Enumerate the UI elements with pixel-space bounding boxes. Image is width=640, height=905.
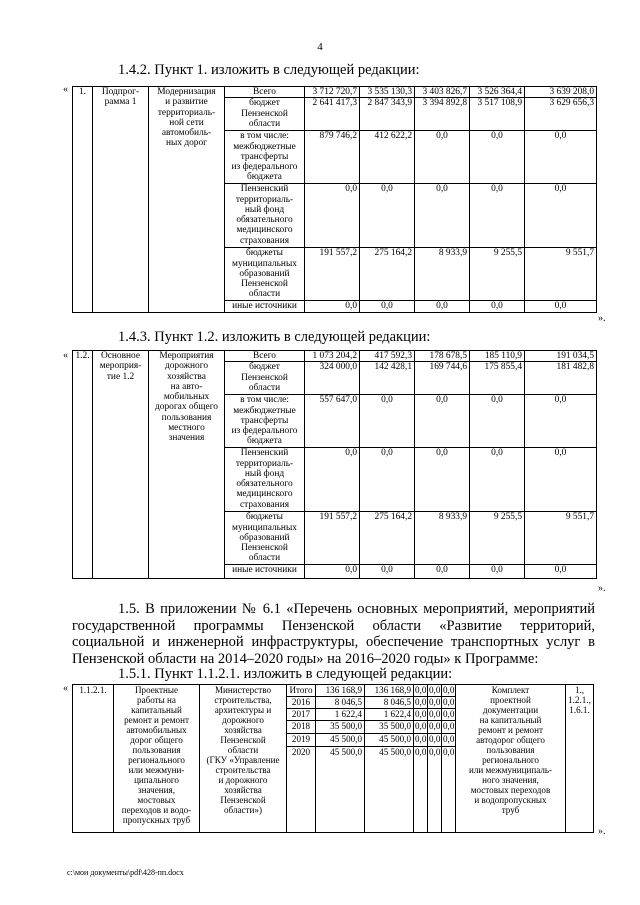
amount-cell: 0,0	[360, 565, 415, 579]
amount-cell: 0,0	[442, 734, 456, 747]
funding-source-cell: иные источники	[225, 565, 305, 579]
funding-source-cell: Пензенский территориаль- ный фонд обязательного медицинского страхования	[225, 184, 305, 248]
amount-cell: 0,0	[414, 734, 428, 747]
amount-cell: 8 046,5	[316, 697, 365, 709]
year-cell: 2020	[287, 747, 316, 833]
open-quote: «	[63, 350, 68, 361]
funding-source-cell: Пензенский территориаль- ный фонд обязательного медицинского страхования	[225, 448, 305, 512]
amount-cell: 2 847 343,9	[360, 98, 415, 131]
amount-cell: 412 622,2	[360, 131, 415, 184]
amount-cell: 45 500,0	[316, 747, 365, 833]
amount-cell: 0,0	[470, 395, 525, 448]
amount-cell: 0,0	[415, 301, 470, 313]
measures-table	[72, 684, 594, 833]
open-quote: «	[63, 683, 68, 694]
section-142-heading: 1.4.2. Пункт 1. изложить в следующей редакции:	[118, 62, 420, 78]
amount-cell: 0,0	[305, 565, 360, 579]
funding-source-cell: Всего	[225, 87, 305, 98]
amount-cell: 0,0	[525, 565, 597, 579]
funding-source-cell: в том числе: межбюджетные трансферты из федерального бюджета	[225, 131, 305, 184]
year-cell: 2016	[287, 697, 316, 709]
table-row	[73, 351, 597, 362]
amount-cell: 0,0	[360, 395, 415, 448]
program-name-cell: Модернизация и развитие территориаль- ной сети автомобиль- ных дорог	[149, 87, 225, 313]
amount-cell: 0,0	[415, 184, 470, 248]
program-cell: Основное мероприя- тие 1.2	[93, 351, 149, 579]
amount-cell: 0,0	[360, 448, 415, 512]
year-cell: 2017	[287, 709, 316, 721]
amount-cell: 3 394 892,8	[415, 98, 470, 131]
amount-cell: 0,0	[305, 301, 360, 313]
amount-cell: 0,0	[415, 448, 470, 512]
amount-cell: 879 746,2	[305, 131, 360, 184]
item-number-cell: 1.	[73, 87, 93, 313]
amount-cell: 9 551,7	[525, 248, 597, 301]
amount-cell: 8 933,9	[415, 248, 470, 301]
amount-cell: 191 557,2	[305, 512, 360, 565]
result-cell: Комплект проектной документации на капитальный ремонт и ремонт автодорог общего пользования регионального или межмуниципаль- ного значения, мостовых переходов и водопропускных труб	[456, 685, 566, 833]
amount-cell: 1 622,4	[365, 709, 414, 721]
amount-cell: 0,0	[443, 697, 455, 707]
finance-table-1	[72, 86, 597, 313]
amount-cell: 3 403 826,7	[415, 87, 470, 98]
amount-cell: 136 168,9	[365, 685, 414, 697]
item-number-cell: 1.2.	[73, 351, 93, 579]
amount-cell: 0,0	[442, 747, 456, 833]
amount-cell: 3 526 364,4	[470, 87, 525, 98]
amount-cell: 175 855,4	[470, 362, 525, 395]
table-row	[73, 87, 597, 98]
amount-cell: 0,0	[415, 697, 427, 707]
amount-cell: 3 639 208,0	[525, 87, 597, 98]
amount-cell: 45 500,0	[365, 747, 414, 833]
amount-cell: 275 164,2	[360, 248, 415, 301]
open-quote: «	[63, 84, 68, 95]
funding-source-cell: бюджеты муниципальных образований Пензенской области	[225, 512, 305, 565]
executor-cell: Министерство строительства, архитектуры и дорожного хозяйства Пензенской области (ГКУ «Управление строительства и дорожного хозяйства Пензенской области»)	[200, 685, 287, 833]
amount-cell: 0,0	[429, 685, 441, 695]
amount-cell: 0,0	[414, 721, 428, 734]
table-row	[73, 685, 594, 697]
amount-cell: 35 500,0	[365, 721, 414, 734]
finance-table-2	[72, 350, 597, 579]
amount-cell: 9 255,5	[470, 248, 525, 301]
amount-cell: 169 744,6	[415, 362, 470, 395]
amount-cell: 185 110,9	[470, 351, 525, 362]
amount-cell: 0,0	[525, 448, 597, 512]
amount-cell: 45 500,0	[365, 734, 414, 747]
funding-source-cell: бюджет Пензенской области	[225, 362, 305, 395]
page-number: 4	[317, 41, 323, 53]
amount-cell: 0,0	[360, 301, 415, 313]
amount-cell: 0,0	[305, 184, 360, 248]
amount-cell: 0,0	[470, 565, 525, 579]
amount-cell: 0,0	[470, 301, 525, 313]
amount-cell: 0,0	[442, 721, 456, 734]
amount-cell: 0,0	[415, 709, 427, 719]
funding-source-cell: бюджеты муниципальных образований Пензенской области	[225, 248, 305, 301]
amount-cell: 324 000,0	[305, 362, 360, 395]
section-151-heading: 1.5.1. Пункт 1.1.2.1. изложить в следующей редакции:	[118, 666, 453, 682]
amount-cell: 3 517 108,9	[470, 98, 525, 131]
amount-cell: 0,0	[428, 747, 442, 833]
amount-cell: 0,0	[443, 709, 455, 719]
amount-cell: 417 592,3	[360, 351, 415, 362]
amount-cell: 181 482,8	[525, 362, 597, 395]
amount-cell: 3 629 656,3	[525, 98, 597, 131]
close-quote: ».	[598, 313, 606, 324]
year-cell: Итого	[287, 685, 316, 697]
amount-cell: 45 500,0	[316, 734, 365, 747]
amount-cell: 35 500,0	[316, 721, 365, 734]
item-number-cell: 1.1.2.1.	[73, 685, 114, 833]
amount-cell: 0,0	[428, 721, 442, 734]
amount-cell: 0,0	[360, 184, 415, 248]
close-quote: ».	[598, 583, 606, 594]
close-quote: ».	[598, 826, 606, 837]
amount-cell: 0,0	[525, 301, 597, 313]
amount-cell: 0,0	[429, 709, 441, 719]
funding-source-cell: Всего	[225, 351, 305, 362]
amount-cell: 1 622,4	[316, 709, 365, 721]
footer-file-path: c:\мои документы\pdf\428-пп.docx	[67, 868, 184, 877]
amount-cell: 0,0	[443, 685, 455, 695]
amount-cell: 3 712 720,7	[305, 87, 360, 98]
amount-cell: 0,0	[470, 184, 525, 248]
amount-cell: 0,0	[428, 734, 442, 747]
funding-source-cell: в том числе: межбюджетные трансферты из федерального бюджета	[225, 395, 305, 448]
amount-cell: 9 551,7	[525, 512, 597, 565]
funding-source-cell: бюджет Пензенской области	[225, 98, 305, 131]
program-name-cell: Мероприятия дорожного хозяйства на авто- мобильных дорогах общего пользования местного значения	[149, 351, 225, 579]
amount-cell: 8 933,9	[415, 512, 470, 565]
amount-cell: 0,0	[470, 131, 525, 184]
amount-cell: 142 428,1	[360, 362, 415, 395]
amount-cell: 0,0	[415, 395, 470, 448]
amount-cell: 0,0	[525, 184, 597, 248]
program-cell: Подпрог- рамма 1	[93, 87, 149, 313]
amount-cell: 557 647,0	[305, 395, 360, 448]
amount-cell: 0,0	[470, 448, 525, 512]
measure-name-cell: Проектные работы на капитальный ремонт и ремонт автомобильных дорог общего пользования регионального или межмуни- ципального значения, мостовых переходов и водо- пропускных труб	[114, 685, 200, 833]
funding-source-cell: иные источники	[225, 301, 305, 313]
amount-cell: 0,0	[525, 131, 597, 184]
amount-cell: 0,0	[415, 685, 427, 695]
indicator-codes-cell: 1., 1.2.1., 1.6.1.	[566, 685, 594, 833]
section-143-heading: 1.4.3. Пункт 1.2. изложить в следующей редакции:	[118, 329, 431, 345]
amount-cell: 8 046,5	[365, 697, 414, 709]
year-cell: 2018	[287, 721, 316, 734]
amount-cell: 0,0	[305, 448, 360, 512]
amount-cell: 191 034,5	[525, 351, 597, 362]
amount-cell: 191 557,2	[305, 248, 360, 301]
amount-cell: 9 255,5	[470, 512, 525, 565]
amount-cell: 275 164,2	[360, 512, 415, 565]
amount-cell: 178 678,5	[415, 351, 470, 362]
amount-cell: 0,0	[415, 131, 470, 184]
year-cell: 2019	[287, 734, 316, 747]
amount-cell: 0,0	[525, 395, 597, 448]
amount-cell: 0,0	[415, 565, 470, 579]
amount-cell: 136 168,9	[316, 685, 365, 697]
amount-cell: 0,0	[414, 747, 428, 833]
amount-cell: 2 641 417,3	[305, 98, 360, 131]
paragraph-1-5: 1.5. В приложении № 6.1 «Перечень основных мероприятий, мероприятий государственной программы Пензенской области «Развитие территорий, социальной и инженерной инфраструктуры, обеспечение транспортных услуг в Пензенской области на 2014–2020 годы» на 2016–2020 годы» к Программе:	[72, 601, 595, 667]
amount-cell: 1 073 204,2	[305, 351, 360, 362]
amount-cell: 3 535 130,3	[360, 87, 415, 98]
amount-cell: 0,0	[429, 697, 441, 707]
